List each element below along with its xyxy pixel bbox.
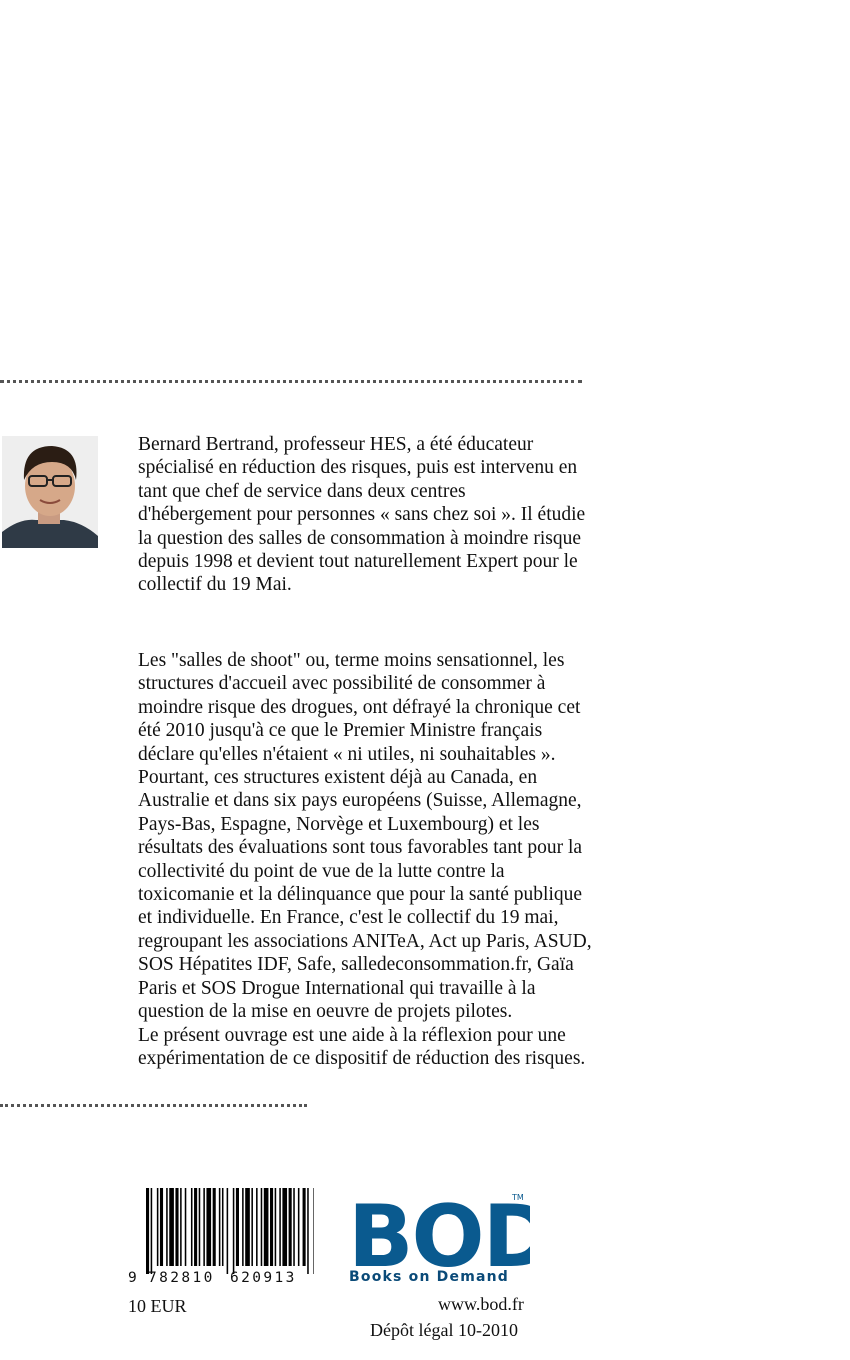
barcode-bar	[213, 1188, 216, 1266]
barcode-bar	[175, 1188, 178, 1266]
summary-line: Les "salles de shoot" ou, terme moins sensationnel, les	[138, 650, 565, 671]
dotted-divider-top	[0, 380, 582, 383]
isbn-digits-left: 782810	[148, 1270, 215, 1286]
author-bio	[138, 433, 698, 597]
summary-line: SOS Hépatites IDF, Safe, salledeconsommation.fr, Gaïa	[138, 954, 574, 976]
bio-line: Bernard Bertrand, professeur HES, a été éducateur	[138, 434, 534, 455]
barcode-bar	[251, 1188, 253, 1266]
barcode-bar	[194, 1188, 197, 1266]
barcode-bars	[146, 1188, 314, 1274]
bod-logo-text: BOD	[348, 1190, 530, 1284]
barcode-bar	[151, 1188, 153, 1274]
barcode-bar	[227, 1188, 229, 1274]
summary-line: Pays-Bas, Espagne, Norvège et Luxembourg) et les	[138, 813, 540, 835]
summary-line: toxicomanie et la délinquance que pour la santé publique	[138, 884, 583, 906]
bio-line: depuis 1998 et devient tout naturellement Expert pour le	[138, 551, 578, 573]
barcode-bar	[157, 1188, 159, 1266]
summary-line: structures d'accueil avec possibilité de consommer à	[138, 673, 546, 695]
barcode-bar	[146, 1188, 149, 1274]
barcode-bar	[289, 1188, 292, 1266]
barcode-bar	[169, 1188, 174, 1266]
summary-line: Paris et SOS Drogue International qui travaille à la	[138, 977, 536, 999]
barcode-bar	[160, 1188, 163, 1266]
barcode-bar	[293, 1188, 295, 1266]
bio-line: spécialisé en réduction des risques, puis est intervenu en	[138, 457, 578, 479]
author-photo	[2, 436, 98, 548]
summary-line: et individuelle. En France, c'est le collectif du 19 mai,	[138, 907, 559, 929]
summary-line: été 2010 jusqu'à ce que le Premier Ministre français	[138, 720, 543, 742]
summary-line: question de la mise en oeuvre de projets pilotes.	[138, 1001, 513, 1023]
barcode-bar	[279, 1188, 281, 1266]
summary-line: expérimentation de ce dispositif de réduction des risques.	[138, 1047, 586, 1069]
barcode-bar	[298, 1188, 300, 1266]
barcode-bar	[222, 1188, 224, 1266]
legal-deposit: Dépôt légal 10-2010	[370, 1320, 518, 1340]
summary-line: collectivité du point de vue de la lutte contre la	[138, 860, 505, 882]
bio-line: collectif du 19 Mai.	[138, 574, 292, 596]
barcode-bar	[203, 1188, 205, 1266]
barcode-bar	[233, 1188, 235, 1274]
barcode-bar	[282, 1188, 287, 1266]
barcode-bar	[236, 1188, 239, 1266]
barcode-bar	[313, 1188, 314, 1274]
bio-line: d'hébergement pour personnes « sans chez soi ». Il étudie	[138, 504, 586, 526]
summary-line: Australie et dans six pays européens (Suisse, Allemagne,	[138, 790, 582, 812]
barcode-bar	[307, 1188, 309, 1274]
summary-line: Pourtant, ces structures existent déjà au Canada, en	[138, 767, 538, 789]
summary-line: regroupant les associations ANITeA, Act up Paris, ASUD,	[138, 930, 592, 952]
trademark-mark: TM	[512, 1193, 524, 1202]
barcode-bar	[256, 1188, 258, 1266]
bod-tagline: Books on Demand	[349, 1269, 510, 1285]
isbn-digit-lead: 9	[128, 1270, 137, 1286]
barcode-bar	[166, 1188, 168, 1266]
barcode-bar	[206, 1188, 211, 1266]
barcode-bar	[219, 1188, 221, 1266]
barcode-bar	[264, 1188, 269, 1266]
barcode-bar	[180, 1188, 182, 1266]
barcode-bar	[191, 1188, 193, 1266]
summary-line: moindre risque des drogues, ont défrayé la chronique cet	[138, 696, 581, 718]
barcode-bar	[270, 1188, 273, 1266]
barcode-bar	[275, 1188, 277, 1266]
dotted-divider-bottom	[0, 1104, 307, 1107]
publisher-website[interactable]: www.bod.fr	[438, 1294, 524, 1314]
summary-line: résultats des évaluations sont tous favorables tant pour la	[138, 837, 583, 859]
bio-line: la question des salles de consommation à moindre risque	[138, 527, 581, 549]
barcode-bar	[303, 1188, 306, 1266]
book-summary	[138, 649, 698, 1070]
barcode-bar	[261, 1188, 263, 1266]
barcode-bar	[245, 1188, 250, 1266]
barcode-bar	[185, 1188, 187, 1266]
summary-line: Le présent ouvrage est une aide à la réflexion pour une	[138, 1024, 566, 1046]
bio-line: tant que chef de service dans deux centres	[138, 480, 466, 502]
price-label: 10 EUR	[128, 1296, 187, 1316]
summary-line: déclare qu'elles n'étaient « ni utiles, ni souhaitables ».	[138, 743, 556, 765]
barcode-bar	[199, 1188, 201, 1266]
isbn-digits-right: 620913	[230, 1270, 297, 1286]
barcode-bar	[242, 1188, 244, 1266]
